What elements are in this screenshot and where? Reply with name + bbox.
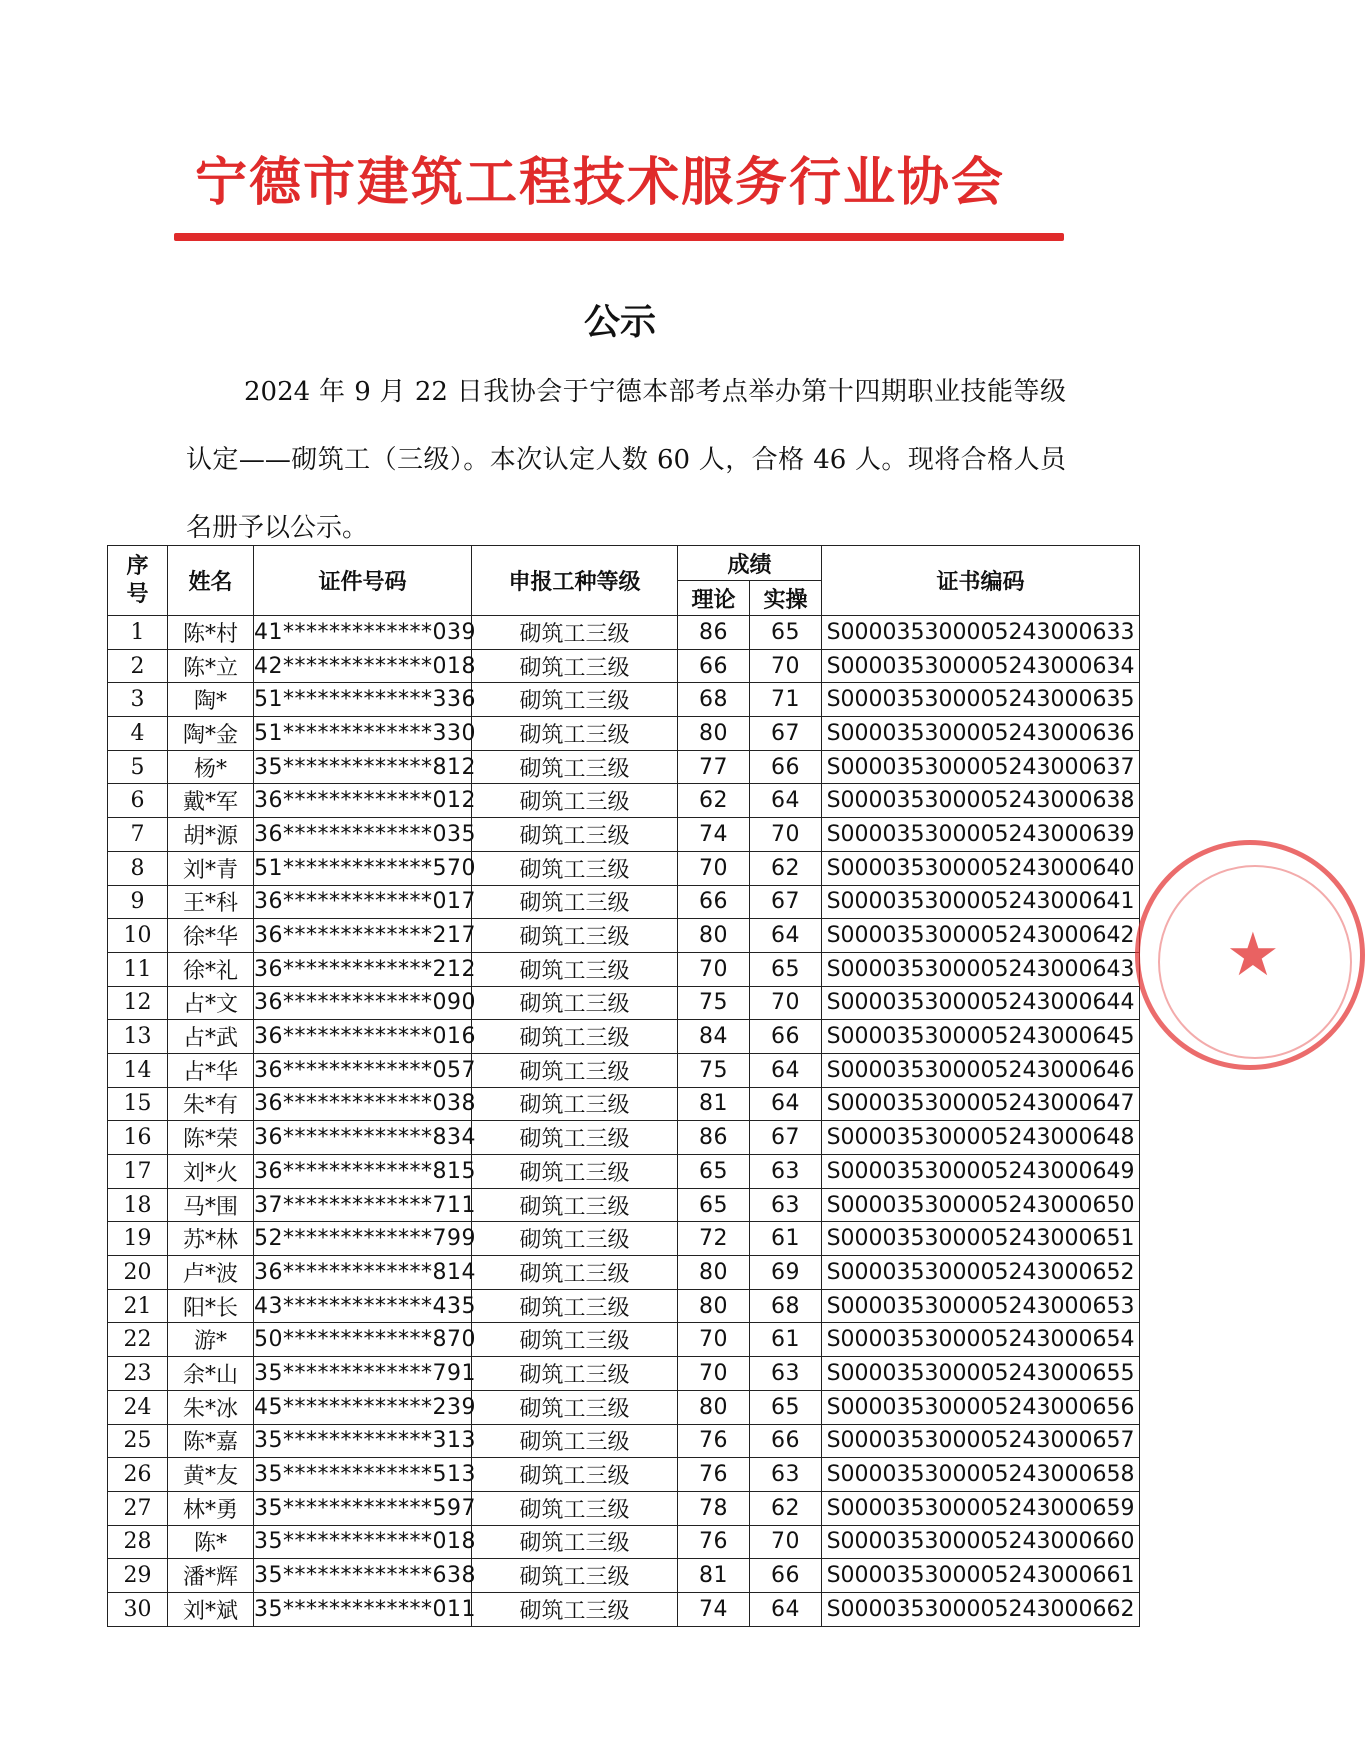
table-row [108,919,1140,953]
cell-name: 陶* [168,683,254,717]
cell-id-number: 45*************239 [254,1390,472,1424]
table-row [108,1458,1140,1492]
cell-certificate-no: S000035300005243000647 [822,1087,1140,1121]
cell-certificate-no: S000035300005243000635 [822,683,1140,717]
cell-certificate-no: S000035300005243000636 [822,717,1140,751]
cell-id-number: 43*************435 [254,1289,472,1323]
cell-theory-score: 81 [678,1559,750,1593]
cell-practice-score: 61 [750,1323,822,1357]
cell-practice-score: 67 [750,885,822,919]
notice-body: 2024 年 9 月 22 日我协会于宁德本部考点举办第十四期职业技能等级认定——砌筑工（三级）。本次认定人数 60 人，合格 46 人。现将合格人员名册予以公示。 [186,377,1066,543]
table-row [108,750,1140,784]
table-row [108,1390,1140,1424]
cell-trade-level: 砌筑工三级 [472,919,678,953]
star-icon: ★ [1226,920,1280,990]
cell-certificate-no: S000035300005243000646 [822,1053,1140,1087]
notice-heading: 公示 [583,302,656,343]
table-row [108,1087,1140,1121]
cell-name: 陈*村 [168,616,254,650]
table-row [108,1525,1140,1559]
cell-name: 刘*青 [168,851,254,885]
cell-certificate-no: S000035300005243000641 [822,885,1140,919]
cell-seq: 30 [108,1592,168,1626]
cell-trade-level: 砌筑工三级 [472,1256,678,1290]
cell-trade-level: 砌筑工三级 [472,851,678,885]
table-row [108,952,1140,986]
cell-theory-score: 84 [678,1020,750,1054]
header-seq: 序号 [108,546,168,616]
cell-practice-score: 69 [750,1256,822,1290]
cell-certificate-no: S000035300005243000642 [822,919,1140,953]
cell-trade-level: 砌筑工三级 [472,717,678,751]
table-row [108,1592,1140,1626]
cell-trade-level: 砌筑工三级 [472,1087,678,1121]
cell-practice-score: 64 [750,784,822,818]
cell-seq: 12 [108,986,168,1020]
header-scores: 成绩 [678,546,822,581]
cell-id-number: 36*************815 [254,1155,472,1189]
cell-seq: 18 [108,1188,168,1222]
cell-theory-score: 65 [678,1188,750,1222]
cell-practice-score: 70 [750,1525,822,1559]
cell-practice-score: 63 [750,1155,822,1189]
cell-practice-score: 65 [750,616,822,650]
cell-theory-score: 66 [678,649,750,683]
cell-id-number: 36*************834 [254,1121,472,1155]
table-body [108,616,1140,1627]
cell-name: 朱*冰 [168,1390,254,1424]
cell-practice-score: 61 [750,1222,822,1256]
cell-id-number: 35*************638 [254,1559,472,1593]
cell-trade-level: 砌筑工三级 [472,1155,678,1189]
cell-trade-level: 砌筑工三级 [472,649,678,683]
cell-trade-level: 砌筑工三级 [472,986,678,1020]
cell-practice-score: 63 [750,1458,822,1492]
cell-seq: 8 [108,851,168,885]
cell-trade-level: 砌筑工三级 [472,1222,678,1256]
cell-seq: 7 [108,818,168,852]
cell-theory-score: 76 [678,1525,750,1559]
header-trade-level: 申报工种等级 [472,546,678,616]
cell-name: 王*科 [168,885,254,919]
cell-name: 游* [168,1323,254,1357]
table-row [108,1155,1140,1189]
cell-id-number: 42*************018 [254,649,472,683]
table-row [108,784,1140,818]
cell-id-number: 36*************057 [254,1053,472,1087]
table-row [108,717,1140,751]
cell-seq: 15 [108,1087,168,1121]
cell-seq: 11 [108,952,168,986]
cell-practice-score: 62 [750,1491,822,1525]
table-row [108,1424,1140,1458]
cell-seq: 4 [108,717,168,751]
cell-trade-level: 砌筑工三级 [472,1121,678,1155]
cell-id-number: 51*************570 [254,851,472,885]
cell-seq: 24 [108,1390,168,1424]
cell-seq: 22 [108,1323,168,1357]
cell-theory-score: 86 [678,1121,750,1155]
cell-name: 胡*源 [168,818,254,852]
cell-id-number: 36*************035 [254,818,472,852]
cell-id-number: 35*************791 [254,1357,472,1391]
cell-trade-level: 砌筑工三级 [472,1289,678,1323]
table-row [108,986,1140,1020]
cell-trade-level: 砌筑工三级 [472,1592,678,1626]
cell-seq: 20 [108,1256,168,1290]
cell-certificate-no: S000035300005243000648 [822,1121,1140,1155]
cell-trade-level: 砌筑工三级 [472,1323,678,1357]
cell-id-number: 51*************336 [254,683,472,717]
cell-seq: 14 [108,1053,168,1087]
cell-trade-level: 砌筑工三级 [472,1390,678,1424]
table-row [108,1357,1140,1391]
cell-theory-score: 70 [678,1357,750,1391]
cell-certificate-no: S000035300005243000652 [822,1256,1140,1290]
cell-name: 陈*嘉 [168,1424,254,1458]
cell-id-number: 36*************814 [254,1256,472,1290]
cell-practice-score: 71 [750,683,822,717]
cell-trade-level: 砌筑工三级 [472,952,678,986]
cell-practice-score: 67 [750,717,822,751]
cell-id-number: 36*************090 [254,986,472,1020]
cell-certificate-no: S000035300005243000649 [822,1155,1140,1189]
cell-trade-level: 砌筑工三级 [472,818,678,852]
cell-theory-score: 80 [678,1390,750,1424]
cell-name: 陶*金 [168,717,254,751]
cell-name: 黄*友 [168,1458,254,1492]
cell-seq: 13 [108,1020,168,1054]
table-row [108,885,1140,919]
cell-id-number: 50*************870 [254,1323,472,1357]
header-red-rule [174,233,1064,241]
cell-trade-level: 砌筑工三级 [472,1424,678,1458]
cell-seq: 26 [108,1458,168,1492]
cell-practice-score: 66 [750,750,822,784]
cell-id-number: 35*************812 [254,750,472,784]
cell-theory-score: 62 [678,784,750,818]
cell-id-number: 41*************039 [254,616,472,650]
cell-id-number: 36*************038 [254,1087,472,1121]
cell-name: 徐*礼 [168,952,254,986]
cell-practice-score: 66 [750,1424,822,1458]
cell-certificate-no: S000035300005243000651 [822,1222,1140,1256]
cell-theory-score: 66 [678,885,750,919]
cell-seq: 3 [108,683,168,717]
cell-id-number: 36*************017 [254,885,472,919]
cell-theory-score: 68 [678,683,750,717]
cell-theory-score: 74 [678,818,750,852]
cell-practice-score: 70 [750,818,822,852]
cell-id-number: 36*************016 [254,1020,472,1054]
cell-name: 苏*林 [168,1222,254,1256]
cell-certificate-no: S000035300005243000657 [822,1424,1140,1458]
cell-trade-level: 砌筑工三级 [472,1559,678,1593]
cell-seq: 10 [108,919,168,953]
cell-seq: 19 [108,1222,168,1256]
cell-name: 马*围 [168,1188,254,1222]
cell-name: 占*文 [168,986,254,1020]
header-name: 姓名 [168,546,254,616]
cell-theory-score: 80 [678,1256,750,1290]
table-row [108,851,1140,885]
cell-practice-score: 62 [750,851,822,885]
header-certificate-no: 证书编码 [822,546,1140,616]
cell-practice-score: 70 [750,986,822,1020]
table-row [108,1491,1140,1525]
cell-id-number: 35*************513 [254,1458,472,1492]
cell-practice-score: 66 [750,1020,822,1054]
cell-theory-score: 80 [678,1289,750,1323]
cell-certificate-no: S000035300005243000656 [822,1390,1140,1424]
cell-name: 刘*斌 [168,1592,254,1626]
cell-name: 陈*荣 [168,1121,254,1155]
cell-id-number: 52*************799 [254,1222,472,1256]
header-practice: 实操 [750,581,822,616]
cell-name: 卢*波 [168,1256,254,1290]
cell-certificate-no: S000035300005243000653 [822,1289,1140,1323]
table-row [108,1020,1140,1054]
table-row [108,649,1140,683]
cell-name: 占*武 [168,1020,254,1054]
cell-certificate-no: S000035300005243000645 [822,1020,1140,1054]
cell-seq: 21 [108,1289,168,1323]
cell-practice-score: 63 [750,1357,822,1391]
cell-id-number: 51*************330 [254,717,472,751]
cell-practice-score: 70 [750,649,822,683]
organization-title: 宁德市建筑工程技术服务行业协会 [194,153,1005,213]
cell-name: 朱*有 [168,1087,254,1121]
cell-name: 戴*军 [168,784,254,818]
cell-certificate-no: S000035300005243000655 [822,1357,1140,1391]
table-row [108,1559,1140,1593]
cell-id-number: 35*************597 [254,1491,472,1525]
cell-theory-score: 65 [678,1155,750,1189]
cell-theory-score: 70 [678,851,750,885]
cell-name: 余*山 [168,1357,254,1391]
roster-table [107,545,1140,1627]
table-row [108,1289,1140,1323]
cell-seq: 23 [108,1357,168,1391]
table-row [108,683,1140,717]
cell-name: 占*华 [168,1053,254,1087]
table-header [108,546,1140,616]
cell-name: 林*勇 [168,1491,254,1525]
cell-theory-score: 70 [678,1323,750,1357]
cell-seq: 9 [108,885,168,919]
cell-certificate-no: S000035300005243000639 [822,818,1140,852]
cell-certificate-no: S000035300005243000633 [822,616,1140,650]
cell-trade-level: 砌筑工三级 [472,1357,678,1391]
table-row [108,1188,1140,1222]
table-row [108,1121,1140,1155]
cell-name: 陈* [168,1525,254,1559]
cell-trade-level: 砌筑工三级 [472,1525,678,1559]
cell-seq: 1 [108,616,168,650]
cell-practice-score: 64 [750,1087,822,1121]
cell-practice-score: 68 [750,1289,822,1323]
cell-certificate-no: S000035300005243000650 [822,1188,1140,1222]
cell-id-number: 37*************711 [254,1188,472,1222]
table-row [108,1222,1140,1256]
cell-trade-level: 砌筑工三级 [472,683,678,717]
cell-id-number: 35*************018 [254,1525,472,1559]
cell-trade-level: 砌筑工三级 [472,1020,678,1054]
cell-id-number: 36*************217 [254,919,472,953]
cell-certificate-no: S000035300005243000661 [822,1559,1140,1593]
cell-practice-score: 65 [750,952,822,986]
cell-trade-level: 砌筑工三级 [472,885,678,919]
cell-id-number: 36*************212 [254,952,472,986]
table-row [108,818,1140,852]
cell-practice-score: 63 [750,1188,822,1222]
cell-certificate-no: S000035300005243000659 [822,1491,1140,1525]
cell-practice-score: 64 [750,1592,822,1626]
table-row [108,1053,1140,1087]
cell-theory-score: 80 [678,919,750,953]
table-row [108,1256,1140,1290]
cell-practice-score: 67 [750,1121,822,1155]
cell-name: 陈*立 [168,649,254,683]
cell-trade-level: 砌筑工三级 [472,750,678,784]
cell-seq: 17 [108,1155,168,1189]
cell-theory-score: 76 [678,1458,750,1492]
header-id-number: 证件号码 [254,546,472,616]
cell-certificate-no: S000035300005243000644 [822,986,1140,1020]
official-seal [1135,840,1365,1070]
cell-seq: 16 [108,1121,168,1155]
cell-id-number: 35*************011 [254,1592,472,1626]
cell-practice-score: 64 [750,919,822,953]
cell-seq: 28 [108,1525,168,1559]
cell-seq: 5 [108,750,168,784]
cell-trade-level: 砌筑工三级 [472,784,678,818]
cell-theory-score: 76 [678,1424,750,1458]
cell-name: 刘*火 [168,1155,254,1189]
cell-theory-score: 72 [678,1222,750,1256]
table-row [108,616,1140,650]
cell-theory-score: 86 [678,616,750,650]
cell-id-number: 36*************012 [254,784,472,818]
cell-trade-level: 砌筑工三级 [472,616,678,650]
cell-seq: 25 [108,1424,168,1458]
cell-id-number: 35*************313 [254,1424,472,1458]
cell-theory-score: 80 [678,717,750,751]
cell-theory-score: 75 [678,986,750,1020]
cell-theory-score: 74 [678,1592,750,1626]
cell-name: 徐*华 [168,919,254,953]
cell-theory-score: 77 [678,750,750,784]
cell-certificate-no: S000035300005243000660 [822,1525,1140,1559]
cell-name: 杨* [168,750,254,784]
cell-trade-level: 砌筑工三级 [472,1491,678,1525]
cell-practice-score: 65 [750,1390,822,1424]
cell-theory-score: 75 [678,1053,750,1087]
cell-certificate-no: S000035300005243000658 [822,1458,1140,1492]
cell-seq: 29 [108,1559,168,1593]
cell-seq: 6 [108,784,168,818]
cell-name: 阳*长 [168,1289,254,1323]
cell-certificate-no: S000035300005243000643 [822,952,1140,986]
table-row [108,1323,1140,1357]
cell-seq: 2 [108,649,168,683]
cell-certificate-no: S000035300005243000637 [822,750,1140,784]
cell-practice-score: 64 [750,1053,822,1087]
cell-certificate-no: S000035300005243000634 [822,649,1140,683]
cell-certificate-no: S000035300005243000638 [822,784,1140,818]
cell-name: 潘*辉 [168,1559,254,1593]
cell-theory-score: 70 [678,952,750,986]
cell-trade-level: 砌筑工三级 [472,1053,678,1087]
cell-certificate-no: S000035300005243000654 [822,1323,1140,1357]
cell-practice-score: 66 [750,1559,822,1593]
cell-seq: 27 [108,1491,168,1525]
cell-certificate-no: S000035300005243000662 [822,1592,1140,1626]
cell-trade-level: 砌筑工三级 [472,1188,678,1222]
cell-certificate-no: S000035300005243000640 [822,851,1140,885]
cell-theory-score: 78 [678,1491,750,1525]
cell-theory-score: 81 [678,1087,750,1121]
cell-trade-level: 砌筑工三级 [472,1458,678,1492]
header-theory: 理论 [678,581,750,616]
